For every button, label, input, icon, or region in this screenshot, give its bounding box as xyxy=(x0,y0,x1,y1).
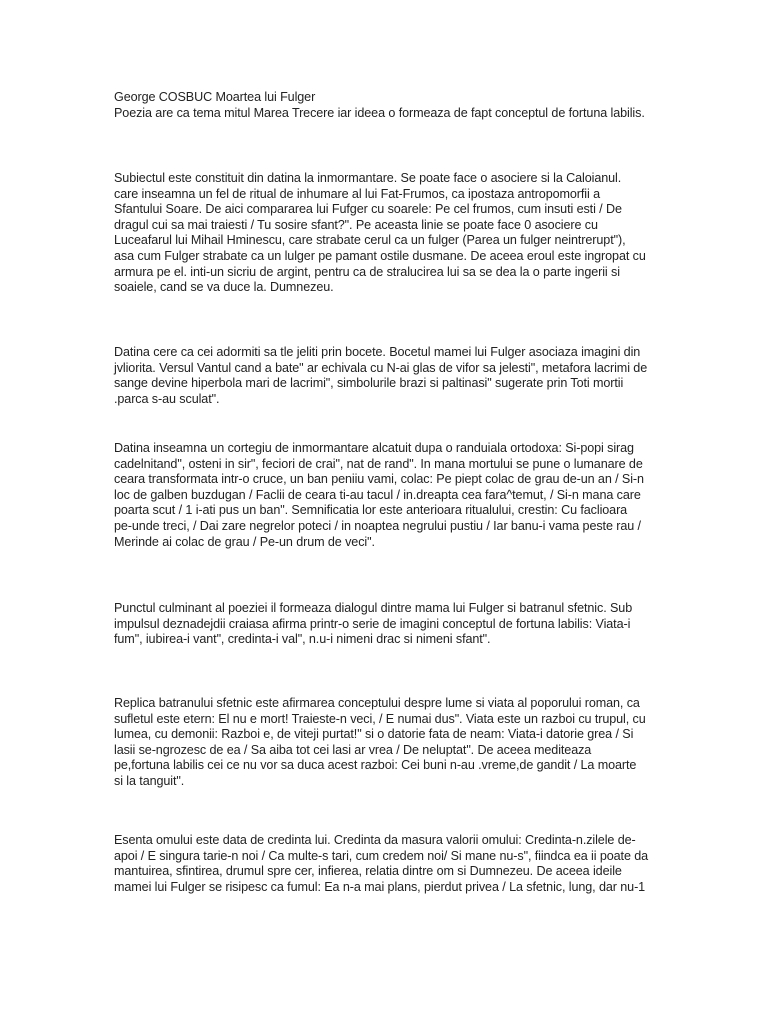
text-line: .parca s-au sculat". xyxy=(114,391,220,406)
text-line: fum", iubirea-i vant", credinta-i val", n.u-i nimeni drac si nimeni sfant". xyxy=(114,632,491,647)
document-title: George COSBUC Moartea lui Fulger xyxy=(114,90,316,104)
title-paragraph xyxy=(114,90,659,121)
text-line: Datina inseamna un cortegiu de inmormantare alcatuit dupa o randuiala ortodoxa: Si-popi sirag xyxy=(114,441,634,455)
paragraph-cortegiu xyxy=(114,441,659,550)
text-line: mamei lui Fulger se risipesc ca fumul: Ea n-a mai plans, pierdut privea / La sfetnic, lung, dar nu-1 xyxy=(114,879,646,894)
text-line: Replica batranului sfetnic este afirmarea conceptului despre lume si viata al poporului roman, ca xyxy=(114,696,640,710)
text-line: sange devine hiperbola mari de lacrimi", simbolurile brazi si paltinasi" sugerate prin Toti mortii xyxy=(114,376,624,391)
paragraph-punct-culminant xyxy=(114,601,659,648)
text-line: si la tanguit". xyxy=(114,773,185,788)
text-line: poarta scut / 1 i-ati pus un ban". Semnificatia lor este anterioara ritualului, crestin: Cu faclioara xyxy=(114,503,628,518)
text-line: Datina cere ca cei adormiti sa tle jeliti prin bocete. Bocetul mamei lui Fulger asociaza imagini din xyxy=(114,345,641,359)
text-line: mantuirea, sfintirea, drumul spre cer, infierea, relatia dintre om si Dumnezeu. De aceea ideile xyxy=(114,864,622,879)
text-line: loc de galben buzdugan / Faclii de ceara ti-au tacul / in.dreapta cea fara^temut, / Si-n mana care xyxy=(114,487,641,502)
text-line: Sfantului Soare. De aici compararea lui Fufger cu soarele: Pe cel frumos, cum insuti esti / De xyxy=(114,202,622,217)
text-line: sufletul este etern: El nu e mort! Traieste-n veci, / E numai dus". Viata este un razboi cu trupul, cu xyxy=(114,711,646,726)
text-line: ceara transformata intr-o cruce, un ban peniiu vami, colac: Pe piept colac de grau de-un an / Si-n xyxy=(114,472,644,487)
text-line: apoi / E singura tarie-n noi / Ca multe-s tari, cum credem noi/ Si mane nu-s", fiindca ea ii poate da xyxy=(114,848,649,863)
text-line: jvliorita. Versul Vantul cand a bate" ar echivala cu N-ai glas de vifor sa jelesti", metafora lacrimi de xyxy=(114,360,648,375)
text-line: pe,fortuna labilis cei ce nu vor sa duca acest razboi: Cei buni n-au .vreme,de gandit / La moarte xyxy=(114,758,637,773)
text-line: Subiectul este constituit din datina la inmormantare. Se poate face o asociere si la Caloianul. xyxy=(114,171,622,185)
text-line: lumea, cu demonii: Razboi e, de viteji purtat!" si o datorie fata de neam: Viata-i datorie grea / Si xyxy=(114,727,634,742)
text-line: dragul cui sa mai traiesti / Tu sosire sfant?". Pe aceasta linie se poate face 0 asociere cu xyxy=(114,217,598,232)
text-line: Esenta omului este data de credinta lui. Credinta da masura valorii omului: Credinta-n.zilele de- xyxy=(114,833,636,847)
text-line: cadelnitand", osteni in sir", feciori de crai", nat de rand". In mana mortului se pune o lumanare de xyxy=(114,456,643,471)
text-line: Luceafarul lui Mihail Hminescu, care strabate cerul ca un fulger (Parea un fulger neintrerupt"), xyxy=(114,233,626,248)
text-line: Merinde ai colac de grau / Pe-un drum de veci". xyxy=(114,534,375,549)
text-line: Punctul culminant al poeziei il formeaza dialogul dintre mama lui Fulger si batranul sfetnic. Sub xyxy=(114,601,633,615)
text-line: lasii se-ngrozesc de ea / Sa aiba tot cei lasi ar vrea / De neluptat". De aceea mediteaza xyxy=(114,742,592,757)
text-line: pe-unde treci, / Dai zare negrelor poteci / in noaptea negrului pustiu / Iar banu-i vama peste rau / xyxy=(114,518,641,533)
paragraph-bocete xyxy=(114,345,659,407)
text-line: impulsul deznadejdii craiasa afirma printr-o serie de imagini conceptul de fortuna labilis: Viata-i xyxy=(114,616,631,631)
paragraph-replica xyxy=(114,696,659,790)
text-line: armura pe el. inti-un sicriu de argint, pentru ca de stralucirea lui sa se dea la o parte ingerii si xyxy=(114,264,620,279)
text-line: asa cum Fulger strabate ca un lulger pe pamant ostile dusmane. De aceea eroul este ingropat cu xyxy=(114,248,646,263)
text-line: soaiele, cand se va duce la. Dumnezeu. xyxy=(114,280,334,295)
text-line: care inseamna un fel de ritual de inhumare al lui Fat-Frumos, ca ipostaza antropomorfii a xyxy=(114,186,600,201)
paragraph-subject xyxy=(114,171,659,296)
paragraph-esenta xyxy=(114,833,659,895)
text-line: Poezia are ca tema mitul Marea Trecere iar ideea o formeaza de fapt conceptul de fortuna labilis. xyxy=(114,105,645,120)
